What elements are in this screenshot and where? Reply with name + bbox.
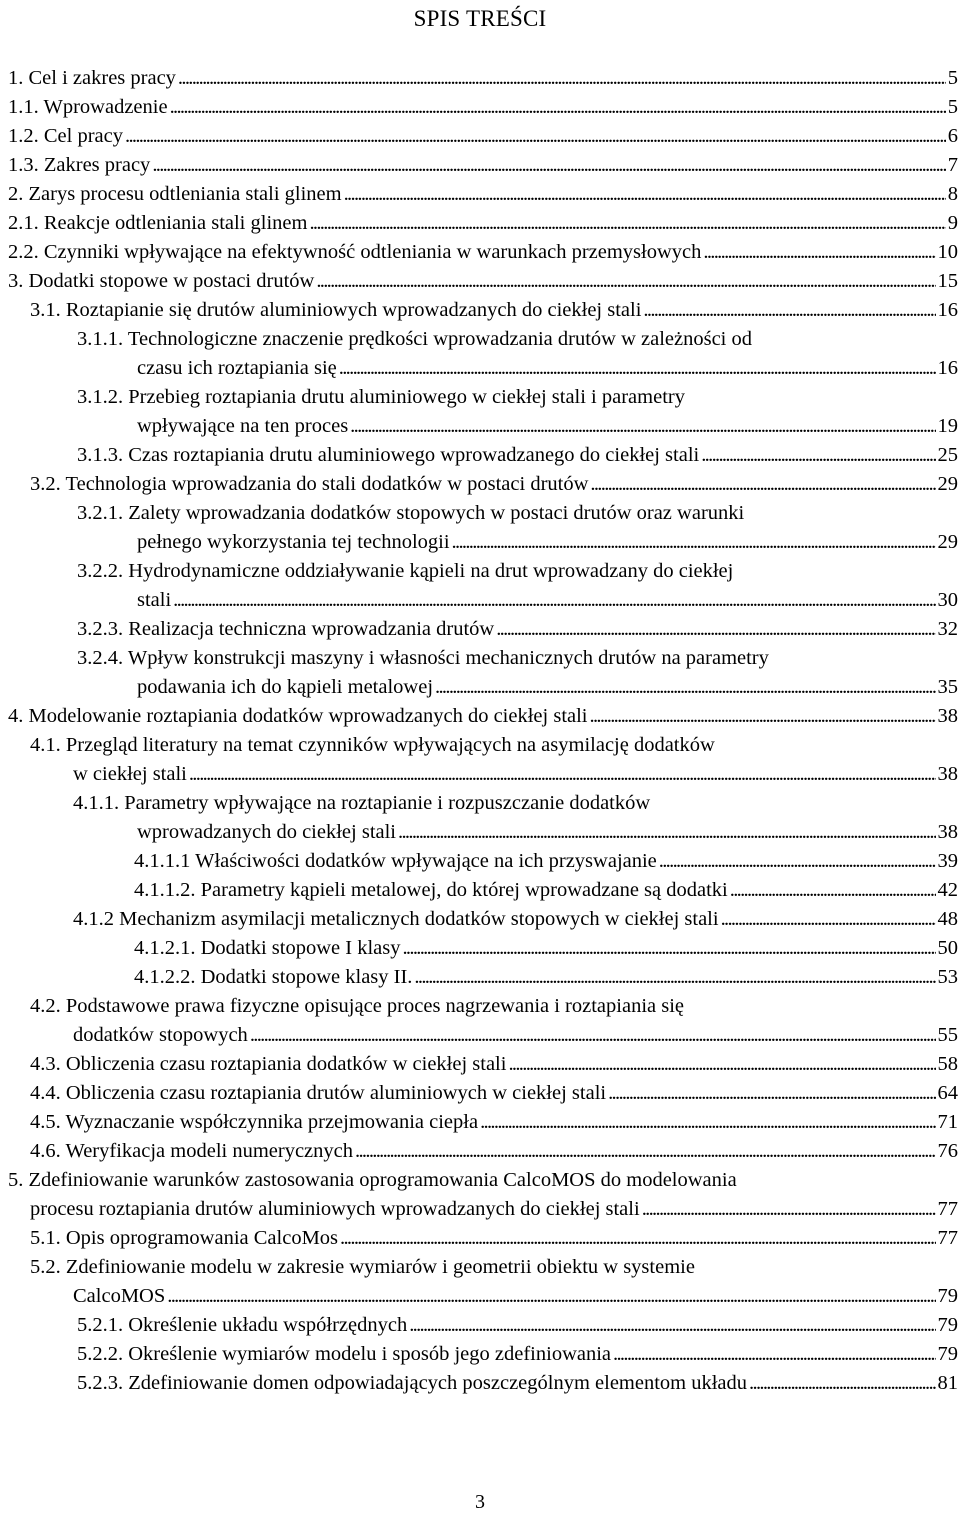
- toc-entry-title: 3.1.1. Technologiczne znaczenie prędkości wprowadzania drutów w zależności od: [77, 328, 752, 350]
- toc-entry-title: 3.1. Roztapianie się drutów aluminiowych wprowadzanych do ciekłej stali: [30, 299, 642, 321]
- dot-leader: [608, 1079, 935, 1108]
- toc-entry-page: 79: [937, 1314, 958, 1336]
- dot-leader: [452, 528, 936, 557]
- page-number: 3: [475, 1491, 485, 1513]
- toc-entry-page: 16: [937, 357, 958, 379]
- toc-entry-title: 3.2.2. Hydrodynamiczne oddziaływanie kąpieli na drut wprowadzany do ciekłej: [77, 560, 734, 582]
- toc-entry: [0, 93, 960, 122]
- toc-entry-page: 55: [937, 1024, 958, 1046]
- toc-entry-title: 4.1.1.2. Parametry kąpieli metalowej, do której wprowadzane są dodatki: [134, 879, 728, 901]
- toc-entry: [0, 470, 960, 499]
- toc-entry: [0, 1137, 960, 1166]
- toc-entry-title-continued: podawania ich do kąpieli metalowej: [137, 676, 434, 698]
- dot-leader: [409, 1311, 935, 1340]
- toc-entry: [0, 1079, 960, 1108]
- toc-entry-title-continued: wpływające na ten proces: [137, 415, 349, 437]
- table-of-contents: [0, 64, 960, 1398]
- toc-entry-line: [0, 1340, 958, 1369]
- toc-entry-page: 38: [937, 705, 958, 727]
- toc-entry: [0, 441, 960, 470]
- toc-entry-line: [0, 644, 958, 673]
- toc-entry-title-continued: dodatków stopowych: [73, 1024, 248, 1046]
- toc-entry: [0, 702, 960, 731]
- toc-entry-line: [0, 354, 958, 383]
- toc-entry-title-continued: stali: [137, 589, 172, 611]
- dot-leader: [701, 441, 935, 470]
- dot-leader: [480, 1108, 935, 1137]
- toc-entry-title-continued: wprowadzanych do ciekłej stali: [137, 821, 397, 843]
- toc-entry: [0, 731, 960, 789]
- toc-entry-line: [0, 1311, 958, 1340]
- toc-entry-page: 10: [937, 241, 958, 263]
- toc-entry-line: [0, 1166, 958, 1195]
- toc-entry: [0, 1340, 960, 1369]
- dot-leader: [339, 354, 936, 383]
- dot-leader: [414, 963, 935, 992]
- dot-leader: [643, 296, 935, 325]
- toc-entry-line: [0, 1108, 958, 1137]
- dot-leader: [721, 905, 936, 934]
- toc-entry-page: 38: [937, 763, 958, 785]
- toc-entry-title: 4.6. Weryfikacja modeli numerycznych: [30, 1140, 354, 1162]
- dot-leader: [152, 151, 945, 180]
- toc-entry: [0, 963, 960, 992]
- toc-entry-line: [0, 122, 958, 151]
- toc-entry-line: [0, 1021, 958, 1050]
- toc-entry: [0, 1311, 960, 1340]
- toc-entry-page: 5: [947, 96, 958, 118]
- toc-entry-page: 77: [937, 1198, 958, 1220]
- toc-entry: [0, 1050, 960, 1079]
- toc-entry-line: [0, 383, 958, 412]
- toc-entry: [0, 934, 960, 963]
- toc-entry-line: [0, 470, 958, 499]
- toc-entry-title: 4. Modelowanie roztapiania dodatków wprowadzanych do ciekłej stali: [8, 705, 588, 727]
- toc-entry-line: [0, 847, 958, 876]
- toc-entry-title: 4.1.2.2. Dodatki stopowe klasy II.: [134, 966, 413, 988]
- toc-entry-title: 3. Dodatki stopowe w postaci drutów: [8, 270, 315, 292]
- dot-leader: [316, 267, 935, 296]
- dot-leader: [340, 1224, 935, 1253]
- toc-entry: [0, 876, 960, 905]
- toc-entry-line: [0, 905, 958, 934]
- dot-leader: [189, 760, 936, 789]
- dot-leader: [355, 1137, 935, 1166]
- toc-entry: [0, 644, 960, 702]
- toc-entry-line: [0, 1195, 958, 1224]
- toc-entry-page: 53: [937, 966, 958, 988]
- toc-entry-line: [0, 557, 958, 586]
- toc-entry-title: 2.2. Czynniki wpływające na efektywność odtleniania w warunkach przemysłowych: [8, 241, 702, 263]
- toc-entry: [0, 296, 960, 325]
- toc-entry-page: 8: [947, 183, 958, 205]
- toc-entry-line: [0, 64, 958, 93]
- toc-entry-line: [0, 296, 958, 325]
- toc-entry: [0, 1369, 960, 1398]
- toc-entry: [0, 1253, 960, 1311]
- dot-leader: [435, 673, 935, 702]
- toc-entry-page: 6: [947, 125, 958, 147]
- toc-entry-title-continued: procesu roztapiania drutów aluminiowych wprowadzanych do ciekłej stali: [30, 1198, 640, 1220]
- toc-entry-line: [0, 1079, 958, 1108]
- toc-entry-line: [0, 702, 958, 731]
- toc-entry-title: 1.3. Zakres pracy: [8, 154, 151, 176]
- toc-entry-line: [0, 238, 958, 267]
- toc-entry-line: [0, 412, 958, 441]
- toc-entry-title: 5.2. Zdefiniowanie modelu w zakresie wymiarów i geometrii obiektu w systemie: [30, 1256, 695, 1278]
- dot-leader: [402, 934, 935, 963]
- dot-leader: [590, 702, 936, 731]
- toc-entry-line: [0, 441, 958, 470]
- toc-entry-page: 48: [937, 908, 958, 930]
- toc-entry-line: [0, 615, 958, 644]
- toc-entry-page: 77: [937, 1227, 958, 1249]
- toc-entry: [0, 905, 960, 934]
- toc-entry-title: 1. Cel i zakres pracy: [8, 67, 176, 89]
- toc-entry: [0, 499, 960, 557]
- toc-entry-line: [0, 151, 958, 180]
- toc-entry-title: 1.2. Cel pracy: [8, 125, 123, 147]
- toc-entry: [0, 615, 960, 644]
- toc-entry-title-continued: pełnego wykorzystania tej technologii: [137, 531, 450, 553]
- toc-entry-title: 5. Zdefiniowanie warunków zastosowania oprogramowania CalcoMOS do modelowania: [8, 1169, 737, 1191]
- toc-entry-line: [0, 209, 958, 238]
- toc-entry-page: 42: [937, 879, 958, 901]
- toc-entry-line: [0, 1050, 958, 1079]
- dot-leader: [170, 93, 946, 122]
- toc-entry-title: 3.1.3. Czas roztapiania drutu aluminiowego wprowadzanego do ciekłej stali: [77, 444, 700, 466]
- dot-leader: [659, 847, 936, 876]
- dot-leader: [496, 615, 935, 644]
- toc-entry-title: 4.1.2.1. Dodatki stopowe I klasy: [134, 937, 401, 959]
- toc-entry: [0, 789, 960, 847]
- dot-leader: [613, 1340, 935, 1369]
- toc-entry-line: [0, 267, 958, 296]
- toc-entry: [0, 1224, 960, 1253]
- toc-entry: [0, 267, 960, 296]
- dot-leader: [309, 209, 945, 238]
- toc-entry-page: 58: [937, 1053, 958, 1075]
- toc-entry: [0, 325, 960, 383]
- dot-leader: [642, 1195, 936, 1224]
- toc-entry-line: [0, 963, 958, 992]
- toc-entry: [0, 1108, 960, 1137]
- toc-entry-title: 4.2. Podstawowe prawa fizyczne opisujące proces nagrzewania i roztapiania się: [30, 995, 685, 1017]
- toc-entry-page: 7: [947, 154, 958, 176]
- toc-entry-title: 3.2.3. Realizacja techniczna wprowadzania drutów: [77, 618, 495, 640]
- toc-entry-page: 39: [937, 850, 958, 872]
- dot-leader: [749, 1369, 935, 1398]
- toc-entry-title-continued: czasu ich roztapiania się: [137, 357, 337, 379]
- toc-entry-page: 50: [937, 937, 958, 959]
- toc-entry-title: 4.5. Wyznaczanie współczynnika przejmowania ciepła: [30, 1111, 479, 1133]
- toc-entry-page: 76: [937, 1140, 958, 1162]
- toc-entry: [0, 122, 960, 151]
- toc-entry-page: 79: [937, 1285, 958, 1307]
- toc-entry-title: 3.2.4. Wpływ konstrukcji maszyny i własności mechanicznych drutów na parametry: [77, 647, 769, 669]
- toc-entry-page: 29: [937, 531, 958, 553]
- toc-entry-line: [0, 1369, 958, 1398]
- toc-entry-title: 4.1.1.1 Właściwości dodatków wpływające na ich przyswajanie: [134, 850, 657, 872]
- toc-entry-page: 9: [947, 212, 958, 234]
- toc-entry-title: 4.1.2 Mechanizm asymilacji metalicznych dodatków stopowych w ciekłej stali: [73, 908, 719, 930]
- toc-entry: [0, 151, 960, 180]
- toc-entry-page: 32: [937, 618, 958, 640]
- dot-leader: [167, 1282, 935, 1311]
- toc-entry-title-continued: CalcoMOS: [73, 1285, 166, 1307]
- toc-entry-line: [0, 93, 958, 122]
- toc-entry-title: 5.1. Opis oprogramowania CalcoMos: [30, 1227, 339, 1249]
- dot-leader: [730, 876, 936, 905]
- toc-entry-line: [0, 731, 958, 760]
- dot-leader: [590, 470, 935, 499]
- toc-entry-page: 71: [937, 1111, 958, 1133]
- dot-leader: [703, 238, 935, 267]
- toc-entry: [0, 64, 960, 93]
- toc-entry-title-continued: w ciekłej stali: [73, 763, 187, 785]
- toc-entry-title: 2.1. Reakcje odtleniania stali glinem: [8, 212, 308, 234]
- toc-entry-line: [0, 789, 958, 818]
- toc-entry-page: 81: [937, 1372, 958, 1394]
- toc-entry-page: 16: [937, 299, 958, 321]
- dot-leader: [344, 180, 946, 209]
- toc-entry-title: 3.2.1. Zalety wprowadzania dodatków stopowych w postaci drutów oraz warunki: [77, 502, 745, 524]
- toc-entry-title: 5.2.1. Określenie układu współrzędnych: [77, 1314, 408, 1336]
- toc-entry-title: 4.1. Przegląd literatury na temat czynników wpływających na asymilację dodatków: [30, 734, 715, 756]
- toc-entry-title: 5.2.3. Zdefiniowanie domen odpowiadających poszczególnym elementom układu: [77, 1372, 748, 1394]
- toc-entry-title: 3.1.2. Przebieg roztapiania drutu aluminiowego w ciekłej stali i parametry: [77, 386, 685, 408]
- toc-entry-page: 79: [937, 1343, 958, 1365]
- toc-entry-line: [0, 586, 958, 615]
- toc-entry-line: [0, 1282, 958, 1311]
- toc-entry-page: 5: [947, 67, 958, 89]
- toc-entry-line: [0, 528, 958, 557]
- toc-entry: [0, 557, 960, 615]
- toc-entry-title: 5.2.2. Określenie wymiarów modelu i sposób jego zdefiniowania: [77, 1343, 612, 1365]
- toc-entry-line: [0, 760, 958, 789]
- toc-entry-page: 64: [937, 1082, 958, 1104]
- dot-leader: [173, 586, 935, 615]
- toc-entry-line: [0, 1224, 958, 1253]
- toc-entry-page: 19: [937, 415, 958, 437]
- toc-entry: [0, 238, 960, 267]
- toc-entry-line: [0, 934, 958, 963]
- toc-entry-page: 15: [937, 270, 958, 292]
- dot-leader: [398, 818, 935, 847]
- dot-leader: [125, 122, 946, 151]
- dot-leader: [350, 412, 935, 441]
- toc-entry-title: 4.3. Obliczenia czasu roztapiania dodatków w ciekłej stali: [30, 1053, 507, 1075]
- toc-entry-line: [0, 673, 958, 702]
- toc-entry: [0, 180, 960, 209]
- toc-entry-line: [0, 1253, 958, 1282]
- toc-entry-line: [0, 325, 958, 354]
- toc-entry: [0, 992, 960, 1050]
- toc-entry-title: 1.1. Wprowadzenie: [8, 96, 168, 118]
- toc-entry-line: [0, 876, 958, 905]
- toc-entry-page: 38: [937, 821, 958, 843]
- dot-leader: [178, 64, 946, 93]
- toc-entry: [0, 383, 960, 441]
- toc-entry-line: [0, 992, 958, 1021]
- toc-entry: [0, 1166, 960, 1224]
- toc-entry-page: 30: [937, 589, 958, 611]
- dot-leader: [250, 1021, 936, 1050]
- toc-entry: [0, 209, 960, 238]
- dot-leader: [508, 1050, 935, 1079]
- toc-entry-line: [0, 818, 958, 847]
- toc-entry-line: [0, 180, 958, 209]
- toc-entry-line: [0, 499, 958, 528]
- toc-entry-title: 2. Zarys procesu odtleniania stali glinem: [8, 183, 342, 205]
- toc-entry-title: 3.2. Technologia wprowadzania do stali dodatków w postaci drutów: [30, 473, 589, 495]
- toc-entry: [0, 847, 960, 876]
- toc-entry-title: 4.1.1. Parametry wpływające na roztapianie i rozpuszczanie dodatków: [73, 792, 651, 814]
- toc-entry-title: 4.4. Obliczenia czasu roztapiania drutów aluminiowych w ciekłej stali: [30, 1082, 607, 1104]
- toc-entry-page: 25: [937, 444, 958, 466]
- toc-entry-line: [0, 1137, 958, 1166]
- page-title: SPIS TREŚCI: [413, 6, 547, 31]
- toc-entry-page: 29: [937, 473, 958, 495]
- toc-entry-page: 35: [937, 676, 958, 698]
